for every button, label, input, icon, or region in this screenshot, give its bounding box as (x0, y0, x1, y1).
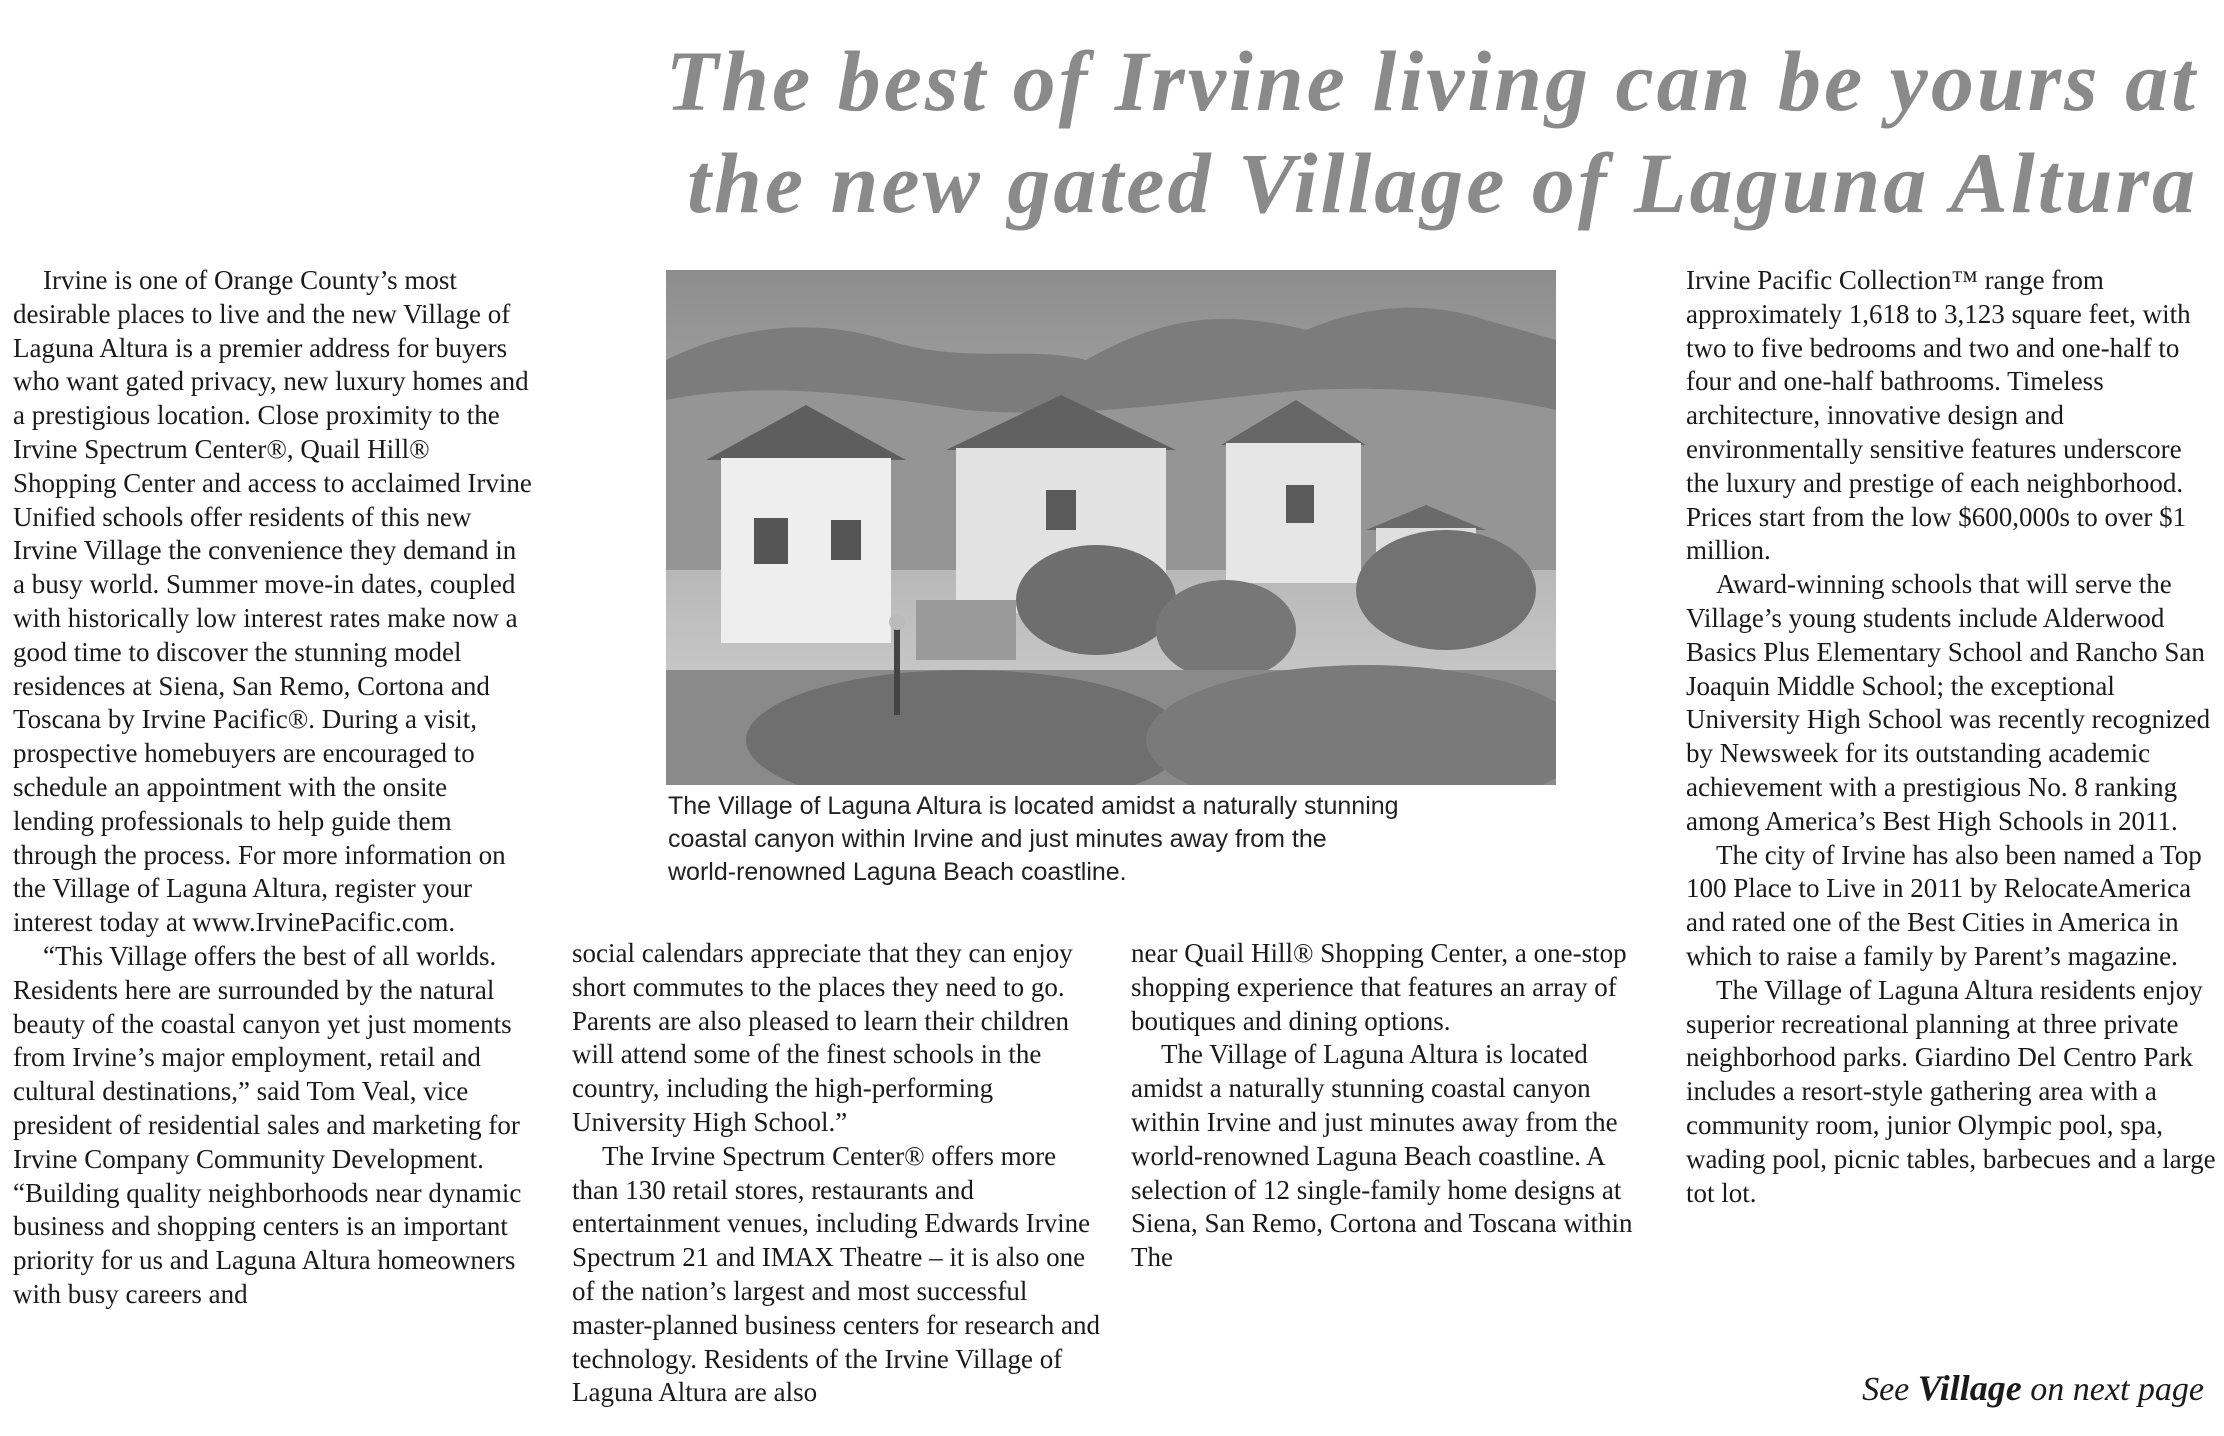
paragraph: near Quail Hill® Shopping Center, a one-stop shopping experience that features an array of boutiques and dining options. (1131, 938, 1627, 1036)
photo-caption-line-3: world-renowned Laguna Beach coastline. (668, 858, 1127, 886)
jump-suffix: on next page (2030, 1371, 2204, 1408)
photo-caption (668, 790, 1568, 889)
paragraph: Irvine is one of Orange County’s most desirable places to live and the new Village of Laguna Altura is a premier address for buyers who want gated privacy, new luxury homes and a prestigious location. Close proximity to the Irvine Spectrum Center®, Quail Hill® Shopping Center and access to acclaimed Irvine Unified schools offer residents of this new Irvine Village the convenience they demand in a busy world. Summer move-in dates, coupled with historically low interest rates make now a good time to discover the stunning model residences at Siena, San Remo, Cortona and Toscana by Irvine Pacific®. During a visit, prospective homebuyers are encouraged to schedule an appointment with the onsite lending professionals to help guide them through the process. For more information on the Village of Laguna Altura, register your interest today at www.IrvinePacific.com. (13, 265, 532, 938)
article-column-1 (13, 264, 533, 1312)
jump-prefix: See (1862, 1371, 1910, 1408)
paragraph: social calendars appreciate that they can enjoy short commutes to the places they need to go. Parents are also pleased to learn their children will attend some of the finest schools in the country, including the high-performing University High School.” (572, 938, 1073, 1137)
paragraph: Award-winning schools that will serve the Village’s young students include Alderwood Basics Plus Elementary School and Rancho San Joaquin Middle School; the exceptional University High School was recently recognized by Newsweek for its outstanding academic achievement with a prestigious No. 8 ranking among America’s Best High Schools in 2011. (1686, 569, 2211, 836)
houses-canyon-image (666, 270, 1556, 785)
article-column-4 (1686, 264, 2216, 1210)
article-column-3 (1131, 937, 1666, 1275)
headline-line-2: the new gated Village of Laguna Altura (687, 135, 2198, 231)
jump-keyword: Village (1917, 1368, 2022, 1408)
continued-jump-line (1862, 1366, 2204, 1412)
paragraph: “This Village offers the best of all worlds. Residents here are surrounded by the natural beauty of the coastal canyon yet just moments from Irvine’s major employment, retail and cultural destinations,” said Tom Veal, vice president of residential sales and marketing for Irvine Company Community Development. “Building quality neighborhoods near dynamic business and shopping centers is an important priority for us and Laguna Altura homeowners with busy careers and (13, 940, 522, 1309)
headline-line-1: The best of Irvine living can be yours at (665, 33, 2198, 129)
paragraph: The Irvine Spectrum Center® offers more than 130 retail stores, restaurants and entertainment venues, including Edwards Irvine Spectrum 21 and IMAX Theatre – it is also one of the nation’s largest and most successful master-planned business centers for research and technology. Residents of the Irvine Village of Laguna Altura are also (572, 1140, 1100, 1408)
article-column-2 (572, 937, 1102, 1410)
paragraph: The Village of Laguna Altura residents enjoy superior recreational planning at three private neighborhood parks. Giardino Del Centro Park includes a resort-style gathering area with a community room, junior Olympic pool, spa, wading pool, picnic tables, barbecues and a large tot lot. (1686, 974, 2216, 1208)
village-photo (666, 270, 1556, 785)
photo-caption-line-2: coastal canyon within Irvine and just minutes away from the (668, 825, 1327, 853)
headline (638, 30, 2198, 234)
photo-caption-line-1: The Village of Laguna Altura is located amidst a naturally stunning (668, 792, 1399, 820)
paragraph: The city of Irvine has also been named a Top 100 Place to Live in 2011 by RelocateAmerica and rated one of the Best Cities in America in which to raise a family by Parent’s magazine. (1686, 839, 2202, 971)
paragraph: Irvine Pacific Collection™ range from approximately 1,618 to 3,123 square feet, with two to five bedrooms and two and one-half to four and one-half bathrooms. Timeless architecture, innovative design and environmentally sensitive features underscore the luxury and prestige of each neighborhood. Prices start from the low $600,000s to over $1 million. (1686, 265, 2191, 566)
paragraph: The Village of Laguna Altura is located amidst a naturally stunning coastal canyon within Irvine and just minutes away from the world-renowned Laguna Beach coastline. A selection of 12 single-family home designs at Siena, San Remo, Cortona and Toscana within The (1131, 1039, 1633, 1273)
